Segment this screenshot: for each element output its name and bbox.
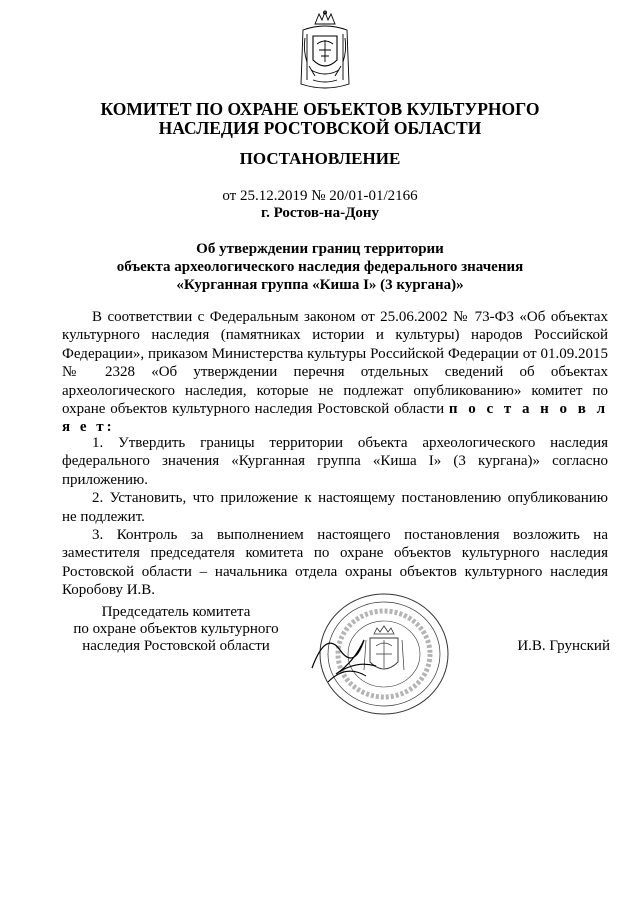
coat-of-arms-icon <box>295 10 355 94</box>
decree-item-3: 3. Контроль за выполнением настоящего постановления возложить на заместителя председателя комитета по охране объектов культурного наследия Ростовской области – начальника отдела охраны объектов культурного наследия Коробову И.В. <box>62 527 608 599</box>
title-line1: Об утверждении границ территории <box>196 241 444 257</box>
position-line3: наследия Ростовской области <box>82 638 270 654</box>
document-city: г. Ростов-на-Дону <box>260 205 380 221</box>
official-seal-icon <box>306 590 456 722</box>
document-title <box>0 240 640 294</box>
committee-name-line1: КОМИТЕТ ПО ОХРАНЕ ОБЪЕКТОВ КУЛЬТУРНОГО <box>100 99 540 119</box>
committee-name-line2: НАСЛЕДИЯ РОСТОВСКОЙ ОБЛАСТИ <box>158 118 482 138</box>
document-date-number: от 25.12.2019 № 20/01-01/2166 <box>222 188 418 204</box>
title-line2: объекта археологического наследия федерального значения <box>116 259 524 275</box>
decree-items <box>62 434 608 600</box>
title-line3: «Курганная группа «Киша I» (3 кургана)» <box>176 277 464 293</box>
document-type: ПОСТАНОВЛЕНИЕ <box>239 149 401 168</box>
decree-item-1: 1. Утвердить границы территории объекта археологического наследия федерального значения «Курганная группа «Киша I» (3 кургана)» согласно приложению. <box>62 435 608 488</box>
preamble-text: В соответствии с Федеральным законом от 25.06.2002 № 73-ФЗ «Об объектах культурного наследия (памятниках истории и культуры) народов Российской Федерации», приказом Министерства культуры Российской Федерации от 01.09.2015 № 2328 «Об утверждении перечня отдельных сведений об объектах археологического наследия, которые не подлежат опубликованию» комитет по охране объектов культурного наследия Ростовской области <box>62 309 608 418</box>
position-line1: Председатель комитета <box>101 604 251 620</box>
position-line2: по охране объектов культурного <box>73 621 279 637</box>
decree-item-2: 2. Установить, что приложение к настоящему постановлению опубликованию не подлежит. <box>62 490 608 525</box>
committee-name <box>0 100 640 138</box>
signatory-name: И.В. Грунский <box>517 638 610 654</box>
decree-word: п о с т а н о в л я е т: <box>62 401 608 436</box>
signatory-position <box>62 604 290 655</box>
preamble-paragraph <box>62 308 608 437</box>
preamble <box>62 308 608 437</box>
